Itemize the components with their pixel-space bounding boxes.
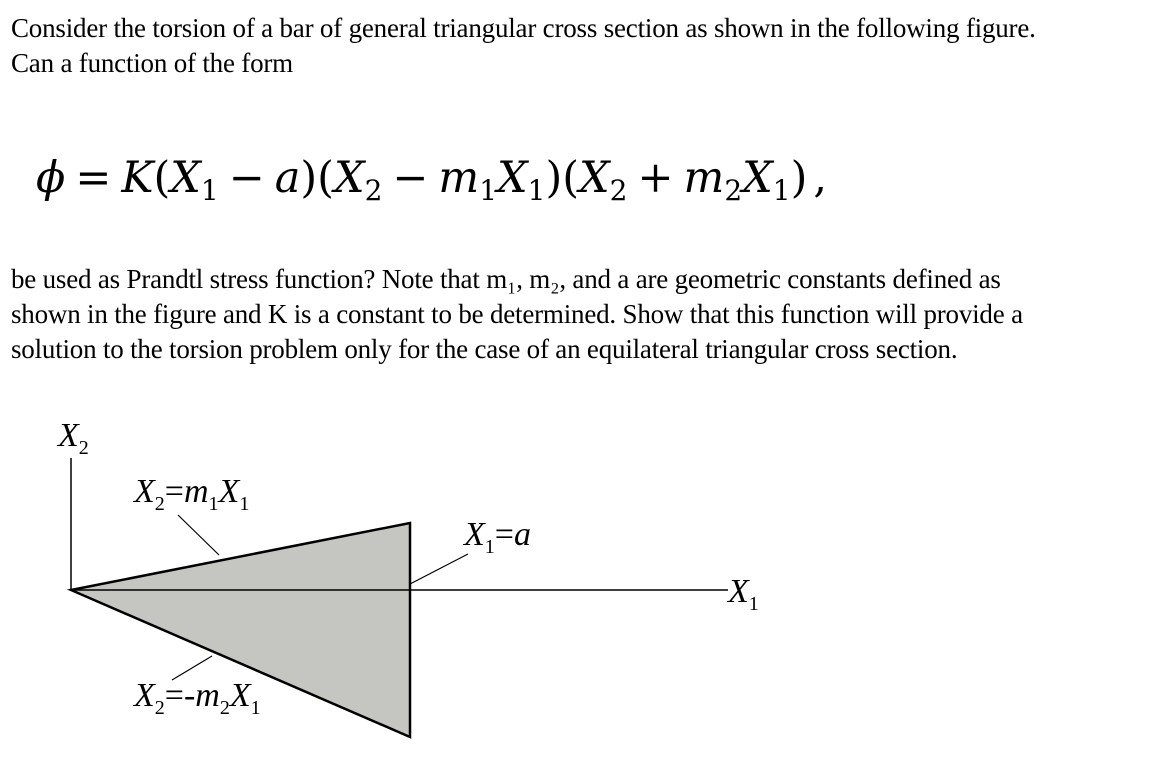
eq-paren: )(: [545, 153, 580, 203]
eq-sub: 2: [364, 174, 383, 207]
eq-X: X: [170, 153, 201, 203]
text-line-2: Can a function of the form: [11, 48, 293, 78]
upper-edge-leader: [178, 515, 219, 555]
eq-sub: 2: [724, 174, 743, 207]
text-line-5: solution to the torsion problem only for the case of an equilateral triangular cross section.: [11, 334, 958, 364]
problem-question: [11, 262, 1023, 367]
vertical-edge-label: $X_1=a$: [464, 516, 531, 558]
eq-phi: ϕ: [36, 153, 66, 203]
x2-axis-label: $X_2$: [58, 417, 89, 459]
stress-function-equation: [36, 148, 827, 208]
eq-sub: 1: [200, 174, 219, 207]
eq-a: a: [274, 153, 301, 203]
eq-sub: 1: [479, 174, 498, 207]
eq-X: X: [333, 153, 365, 203]
eq-sub: 1: [527, 174, 546, 207]
eq-m: m: [683, 153, 725, 203]
triangle-cross-section-figure: [0, 410, 1166, 758]
problem-intro: [11, 11, 1036, 81]
eq-plus: +: [637, 153, 674, 203]
lower-edge-label: $X_2=-m_2X_1$: [134, 677, 261, 719]
eq-minus: −: [392, 153, 429, 203]
text-line-3: be used as Prandtl stress function? Note that m₁, m₂, and a are geometric constants defined as: [11, 264, 1001, 294]
eq-X: X: [579, 153, 610, 203]
eq-m: m: [438, 153, 480, 203]
eq-X: X: [497, 153, 528, 203]
text-line-1: Consider the torsion of a bar of general triangular cross section as shown in the following figure.: [11, 13, 1036, 43]
eq-paren: (: [153, 153, 171, 203]
eq-paren: )(: [300, 153, 334, 203]
eq-X: X: [742, 153, 773, 203]
vertical-edge-leader: [410, 554, 468, 584]
eq-paren: ): [790, 153, 808, 203]
text-line-4: shown in the figure and K is a constant to be determined. Show that this function will provide a: [11, 299, 1023, 329]
eq-equals: =: [75, 153, 112, 203]
upper-edge-label: $X_2=m_1X_1$: [134, 473, 250, 515]
eq-minus: −: [228, 153, 265, 203]
eq-sub: 2: [609, 174, 628, 207]
x1-axis-label: $X_1$: [728, 573, 759, 615]
eq-sub: 1: [772, 174, 791, 207]
eq-K: K: [121, 153, 154, 203]
eq-comma: ,: [813, 153, 828, 203]
